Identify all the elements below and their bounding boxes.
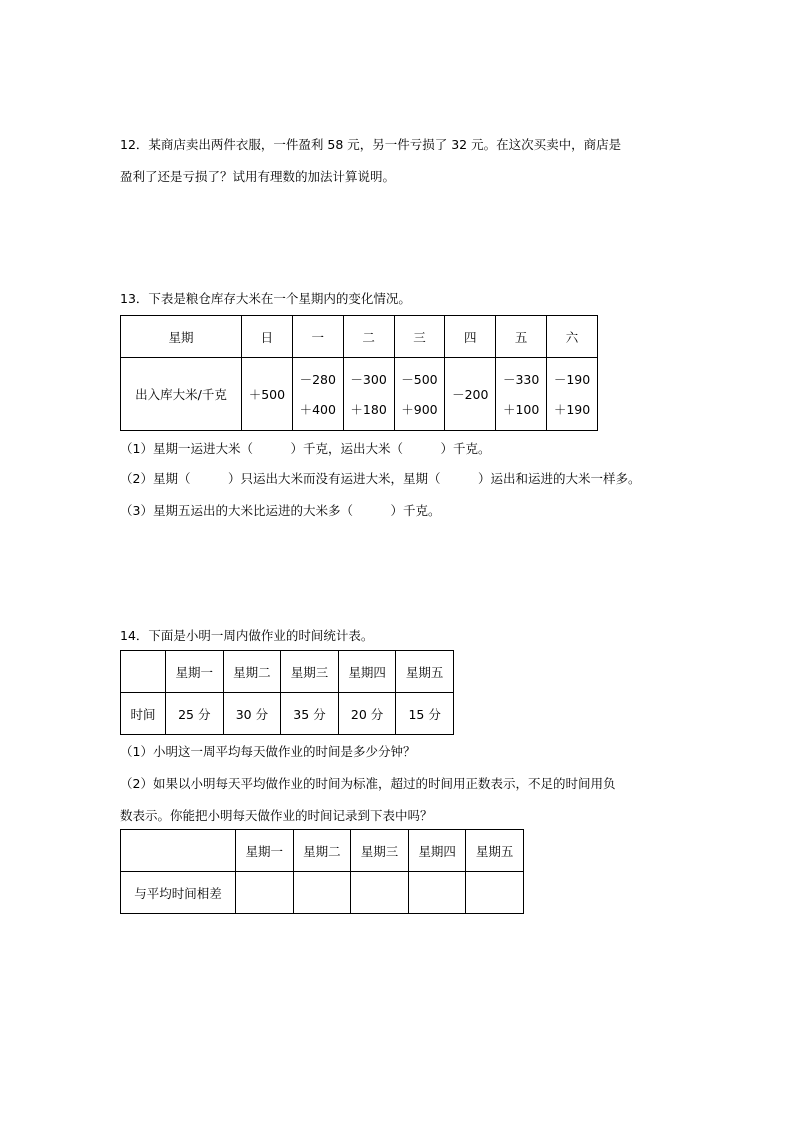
- q14-intro: 14．下面是小明一周内做作业的时间统计表。: [120, 628, 374, 643]
- grain-day: 二: [343, 316, 394, 358]
- grain-cell: －300 ＋180: [343, 358, 394, 431]
- q13-sub3: （3）星期五运出的大米比运进的大米多（ ）千克。: [120, 503, 441, 518]
- diff-day: 星期二: [293, 830, 351, 872]
- time-row-label: 时间: [121, 693, 166, 735]
- grain-day: 一: [292, 316, 343, 358]
- q13-sub1: （1）星期一运进大米（ ）千克，运出大米（ ）千克。: [120, 441, 491, 456]
- time-day: 星期二: [223, 651, 281, 693]
- time-day: 星期五: [396, 651, 454, 693]
- grain-day: 日: [242, 316, 293, 358]
- diff-day: 星期三: [351, 830, 409, 872]
- diff-answer-cell[interactable]: [236, 872, 294, 914]
- diff-day: 星期四: [408, 830, 466, 872]
- diff-answer-cell[interactable]: [351, 872, 409, 914]
- grain-cell: －280 ＋400: [292, 358, 343, 431]
- q12-line1: 12．某商店卖出两件衣服，一件盈利 58 元，另一件亏损了 32 元。在这次买卖中，商店是: [120, 137, 622, 152]
- q12-line2: 盈利了还是亏损了？试用有理数的加法计算说明。: [120, 169, 396, 184]
- q13-intro: 13．下表是粮仓库存大米在一个星期内的变化情况。: [120, 291, 411, 306]
- time-value: 15 分: [396, 693, 454, 735]
- grain-day: 六: [547, 316, 598, 358]
- grain-cell: －500 ＋900: [394, 358, 445, 431]
- grain-header-label: 星期: [121, 316, 242, 358]
- grain-cell: －200: [445, 358, 496, 431]
- time-value: 35 分: [281, 693, 339, 735]
- diff-answer-cell[interactable]: [293, 872, 351, 914]
- q13-sub2: （2）星期（ ）只运出大米而没有运进大米，星期（ ）运出和运进的大米一样多。: [120, 471, 641, 486]
- grain-day: 四: [445, 316, 496, 358]
- grain-cell: ＋500: [242, 358, 293, 431]
- diff-answer-cell[interactable]: [408, 872, 466, 914]
- diff-day: 星期五: [466, 830, 524, 872]
- grain-cell: －330 ＋100: [496, 358, 547, 431]
- grain-day: 三: [394, 316, 445, 358]
- time-corner: [121, 651, 166, 693]
- grain-cell: －190 ＋190: [547, 358, 598, 431]
- q14-sub2-line2: 数表示。你能把小明每天做作业的时间记录到下表中吗？: [120, 808, 433, 823]
- difference-table: [120, 829, 524, 914]
- diff-day: 星期一: [236, 830, 294, 872]
- time-value: 30 分: [223, 693, 281, 735]
- homework-time-table: [120, 650, 454, 735]
- grain-row-label: 出入库大米/千克: [121, 358, 242, 431]
- grain-table: [120, 315, 598, 431]
- diff-answer-cell[interactable]: [466, 872, 524, 914]
- q14-sub2-line1: （2）如果以小明每天平均做作业的时间为标准，超过的时间用正数表示，不足的时间用负: [120, 776, 616, 791]
- diff-corner: [121, 830, 236, 872]
- time-day: 星期四: [338, 651, 396, 693]
- time-value: 20 分: [338, 693, 396, 735]
- time-day: 星期三: [281, 651, 339, 693]
- time-day: 星期一: [166, 651, 224, 693]
- time-value: 25 分: [166, 693, 224, 735]
- diff-row-label: 与平均时间相差: [121, 872, 236, 914]
- grain-day: 五: [496, 316, 547, 358]
- q14-sub1: （1）小明这一周平均每天做作业的时间是多少分钟？: [120, 744, 416, 759]
